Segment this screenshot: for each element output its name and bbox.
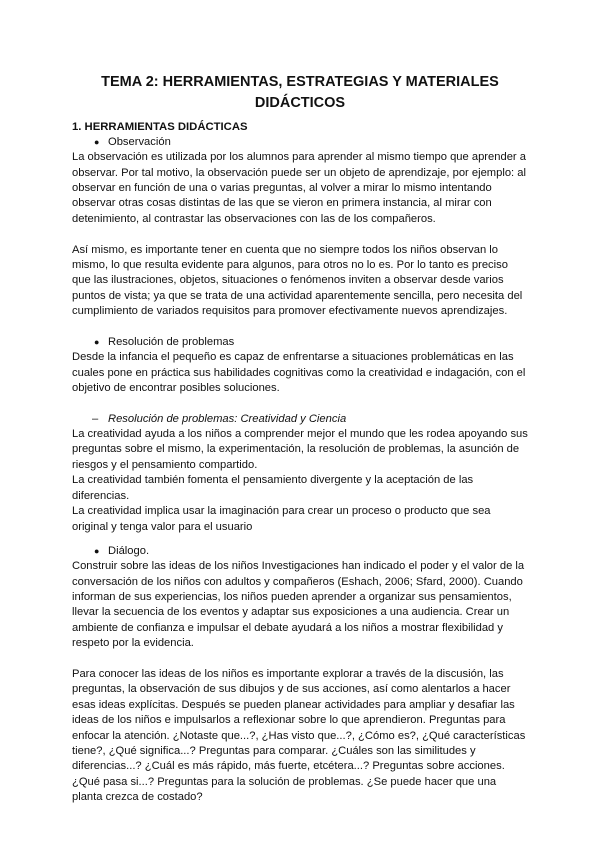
subheading-creatividad <box>72 412 528 427</box>
paragraph: La creatividad implica usar la imaginación para crear un proceso o producto que sea original y tenga valor para el usuario <box>72 505 491 533</box>
paragraph: Construir sobre las ideas de los niños Investigaciones han indicado el poder y el valor de la conversación de los niños con adultos y compañeros (Eshach, 2006; Sfard, 2000). Cuando informan de sus experiencias, los niños pueden aprender a organizar sus pensamientos, llevar la secuencia de los eventos y adaptar sus exposiciones a una audiencia. Crear un ambiente de confianza e impulsar el debate ayudará a los niños a mostrar flexibilidad y respeto por la evidencia. <box>72 560 525 650</box>
bullet-icon: ● <box>94 337 100 348</box>
bullet-icon: ● <box>94 545 100 556</box>
paragraph: La observación es utilizada por los alumnos para aprender al mismo tiempo que aprender a observar. Por tal motivo, la observación puede ser un objeto de aprendizaje, por ejemplo: al observar en función de una o varias preguntas, al volver a mirar lo mismo intentando observar otras cosas distintas de las que se vieron en primera instancia, al mirar con detenimiento, al contrastar las observaciones con las de los compañeros. <box>72 151 526 225</box>
bullet-observacion <box>72 135 528 150</box>
paragraph: Así mismo, es importante tener en cuenta que no siempre todos los niños observan lo mismo, lo que resulta evidente para algunos, para otros no lo es. Por lo tanto es preciso que las ilustraciones, objetos, situaciones o fenómenos inviten a observar desde varios puntos de vista; ya que se trata de una actividad aparentemente sencilla, pero necesita del cumplimiento de variados requisitos para promover efectivamente nuevos aprendizajes. <box>72 243 523 318</box>
paragraph: Para conocer las ideas de los niños es importante explorar a través de la discusión, las preguntas, la observación de sus dibujos y de sus acciones, así como alentarlos a hacer esas ideas explícitas. Después se pueden planear actividades para ampliar y desafiar las ideas de los niños e impulsarlos a reflexionar sobre lo que aprendieron. Preguntas para enfocar la atención. ¿Notaste que...?, ¿Has visto que...?, ¿Cómo es?, ¿Qué características tiene?, ¿Qué significa...? Preguntas para comparar. ¿Cuáles son las similitudes y diferencias...? ¿Cuál es más rápido, más fuerte, etcétera...? Preguntas sobre acciones. ¿Qué pasa si...? Preguntas para la solución de problemas. ¿Se puede hacer que una planta crezca de costado? <box>72 667 526 804</box>
bullet-resolucion <box>72 335 528 350</box>
bullet-label: Resolución de problemas <box>108 336 235 349</box>
document-title: TEMA 2: HERRAMIENTAS, ESTRATEGIAS Y MATERIALES DIDÁCTICOS <box>101 74 499 111</box>
bullet-label: Observación <box>108 136 171 148</box>
subheading-label: Resolución de problemas: Creatividad y Ciencia <box>108 412 347 425</box>
dash-icon: – <box>92 412 99 425</box>
paragraph: Desde la infancia el pequeño es capaz de enfrentarse a situaciones problemáticas en las cuales pone en práctica sus habilidades cognitivas como la creatividad e indagación, con el objetivo de encontrar posibles soluciones. <box>72 351 526 395</box>
bullet-icon: ● <box>94 137 100 147</box>
paragraph: La creatividad también fomenta el pensamiento divergente y la aceptación de las diferencias. <box>72 474 474 502</box>
paragraph: La creatividad ayuda a los niños a comprender mejor el mundo que les rodea apoyando sus preguntas sobre el mismo, la experimentación, la resolución de problemas, la asunción de riesgos y el pensamiento compartido. <box>72 428 528 471</box>
bullet-label: Diálogo. <box>108 544 150 557</box>
section-heading: 1. HERRAMIENTAS DIDÁCTICAS <box>72 121 248 133</box>
bullet-dialogo <box>72 544 528 559</box>
